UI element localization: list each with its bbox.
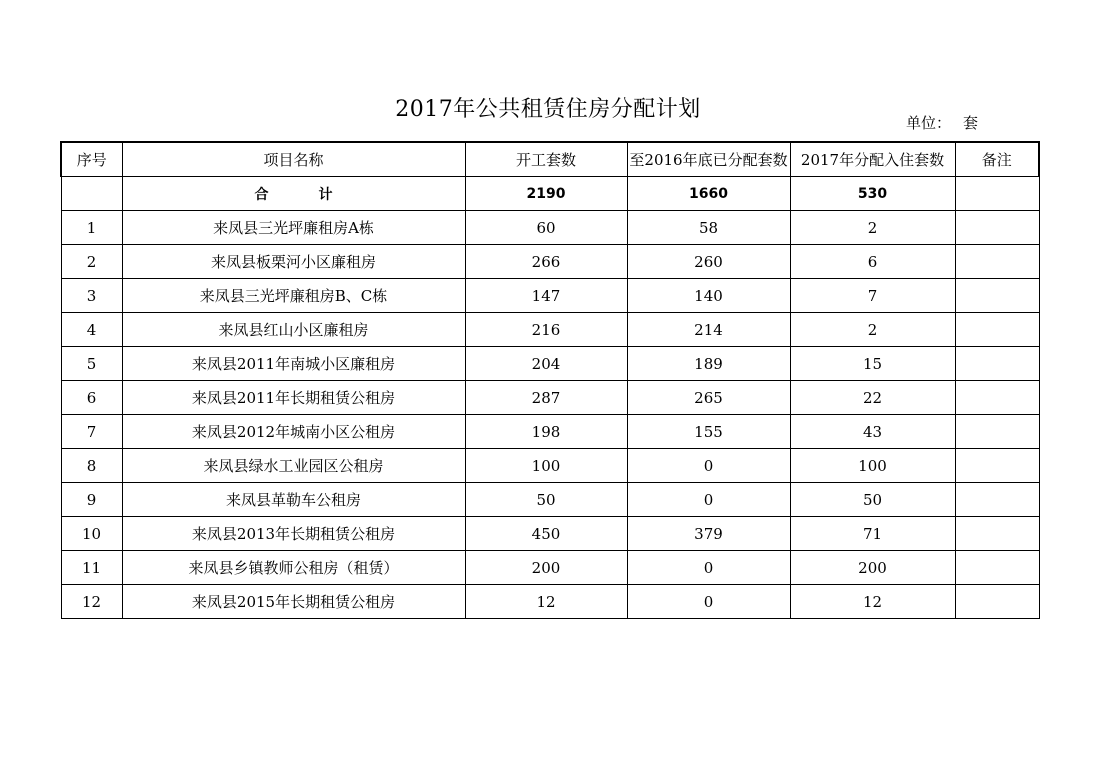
row-name: 来凤县三光坪廉租房B、C栋 [122,279,465,313]
row-note [955,211,1039,245]
row-note [955,279,1039,313]
header-started: 开工套数 [465,142,627,177]
row-allocate-2017: 2 [790,211,955,245]
row-allocate-2017: 15 [790,347,955,381]
row-allocate-2017: 43 [790,415,955,449]
row-no: 10 [61,517,122,551]
table-row [61,517,1039,551]
row-note [955,585,1039,619]
header-note: 备注 [955,142,1039,177]
row-allocate-2017: 22 [790,381,955,415]
total-started: 2190 [465,177,627,211]
total-no-cell [61,177,122,211]
row-name: 来凤县2011年长期租赁公租房 [122,381,465,415]
row-name: 来凤县2012年城南小区公租房 [122,415,465,449]
row-allocated-2016: 0 [627,585,790,619]
row-no: 9 [61,483,122,517]
row-allocate-2017: 100 [790,449,955,483]
table-row [61,415,1039,449]
row-allocate-2017: 50 [790,483,955,517]
row-started: 266 [465,245,627,279]
row-note [955,517,1039,551]
row-no: 6 [61,381,122,415]
unit-note [906,112,978,133]
table-row [61,211,1039,245]
row-no: 11 [61,551,122,585]
row-started: 287 [465,381,627,415]
row-note [955,381,1039,415]
row-allocated-2016: 0 [627,483,790,517]
row-no: 4 [61,313,122,347]
row-name: 来凤县绿水工业园区公租房 [122,449,465,483]
table-row [61,347,1039,381]
row-no: 8 [61,449,122,483]
table-header-row [61,142,1039,177]
row-no: 7 [61,415,122,449]
table-row [61,313,1039,347]
row-started: 216 [465,313,627,347]
total-allocate-2017: 530 [790,177,955,211]
row-started: 450 [465,517,627,551]
row-allocated-2016: 155 [627,415,790,449]
row-started: 198 [465,415,627,449]
row-allocated-2016: 214 [627,313,790,347]
table-row [61,245,1039,279]
row-no: 1 [61,211,122,245]
row-allocated-2016: 0 [627,551,790,585]
total-note [955,177,1039,211]
row-started: 200 [465,551,627,585]
row-no: 3 [61,279,122,313]
table-row [61,585,1039,619]
row-allocate-2017: 71 [790,517,955,551]
row-name: 来凤县乡镇教师公租房（租赁） [122,551,465,585]
row-started: 60 [465,211,627,245]
row-allocate-2017: 12 [790,585,955,619]
row-note [955,551,1039,585]
row-started: 204 [465,347,627,381]
row-no: 12 [61,585,122,619]
row-note [955,415,1039,449]
table-row [61,483,1039,517]
table-row [61,279,1039,313]
row-name: 来凤县2011年南城小区廉租房 [122,347,465,381]
table-row [61,381,1039,415]
total-row [61,177,1039,211]
row-name: 来凤县革勒车公租房 [122,483,465,517]
row-note [955,245,1039,279]
row-allocate-2017: 200 [790,551,955,585]
unit-value: 套 [963,114,979,132]
row-allocated-2016: 58 [627,211,790,245]
row-allocated-2016: 0 [627,449,790,483]
table-row [61,449,1039,483]
total-label: 合 计 [122,177,465,211]
row-allocate-2017: 6 [790,245,955,279]
total-allocated-2016: 1660 [627,177,790,211]
row-allocate-2017: 2 [790,313,955,347]
row-allocate-2017: 7 [790,279,955,313]
document-title: 2017年公共租赁住房分配计划 [395,97,701,122]
row-started: 100 [465,449,627,483]
row-note [955,449,1039,483]
row-name: 来凤县2015年长期租赁公租房 [122,585,465,619]
row-note [955,313,1039,347]
row-allocated-2016: 265 [627,381,790,415]
row-allocated-2016: 379 [627,517,790,551]
row-allocated-2016: 140 [627,279,790,313]
table-row [61,551,1039,585]
header-allocate-2017: 2017年分配入住套数 [790,142,955,177]
row-note [955,483,1039,517]
header-no: 序号 [61,142,122,177]
row-note [955,347,1039,381]
row-no: 2 [61,245,122,279]
row-name: 来凤县红山小区廉租房 [122,313,465,347]
row-started: 12 [465,585,627,619]
header-name: 项目名称 [122,142,465,177]
unit-label: 单位： [906,114,952,132]
row-no: 5 [61,347,122,381]
header-allocated-2016: 至2016年底已分配套数 [627,142,790,177]
row-name: 来凤县三光坪廉租房A栋 [122,211,465,245]
row-allocated-2016: 260 [627,245,790,279]
row-started: 50 [465,483,627,517]
row-allocated-2016: 189 [627,347,790,381]
row-name: 来凤县2013年长期租赁公租房 [122,517,465,551]
allocation-table [60,141,1040,619]
row-name: 来凤县板栗河小区廉租房 [122,245,465,279]
row-started: 147 [465,279,627,313]
